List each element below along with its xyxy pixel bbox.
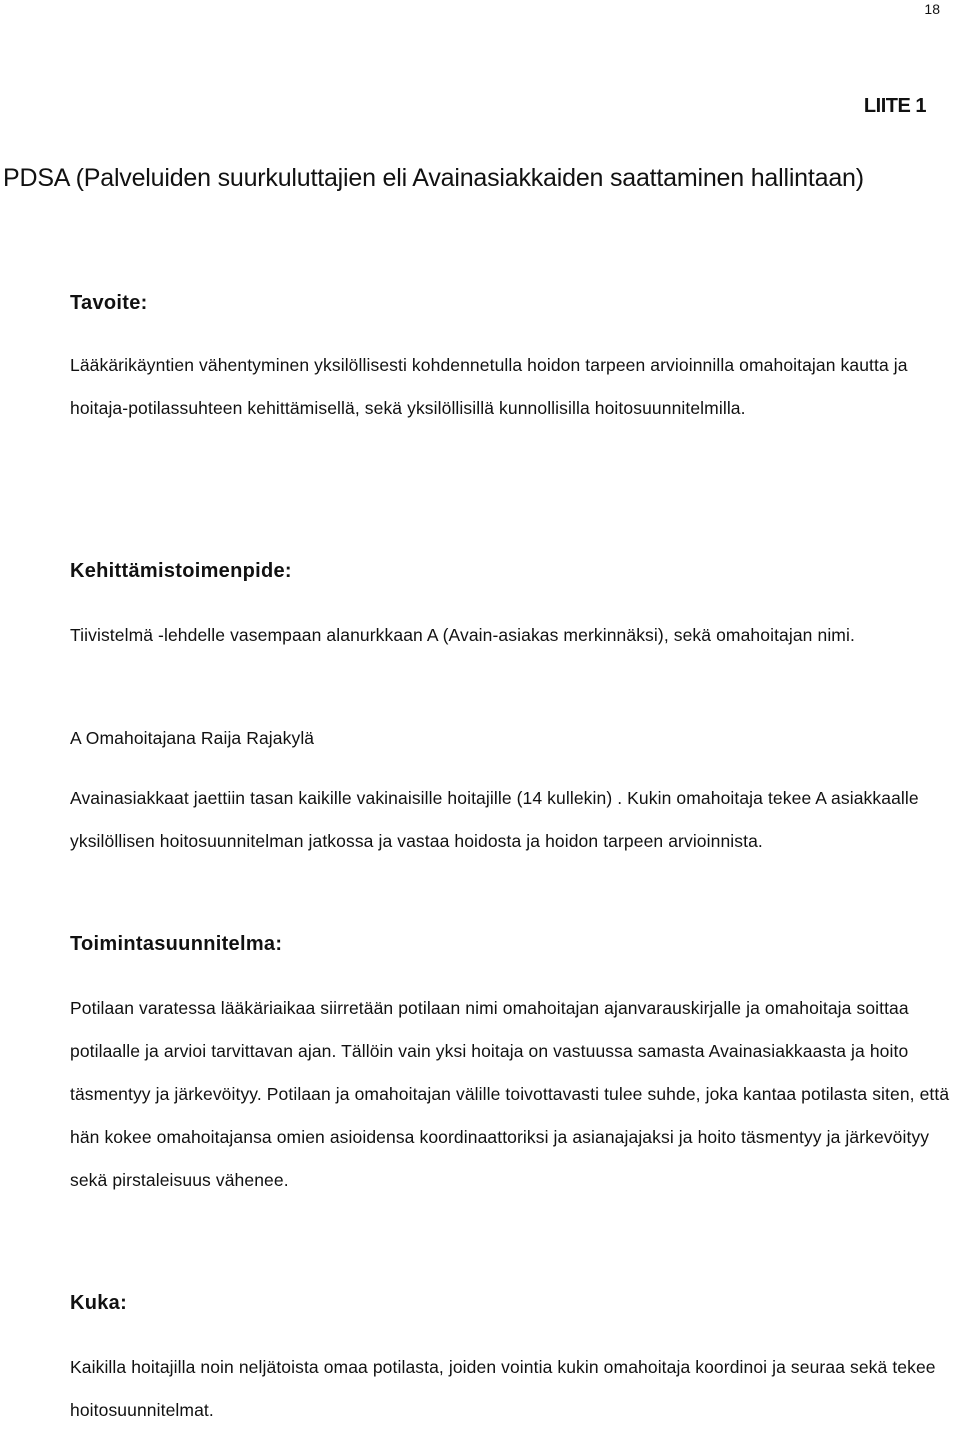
development-example [70,717,950,760]
who-heading: Kuka: [70,1292,128,1314]
goal-text: Lääkärikäyntien vähentyminen yksilöllisesti kohdennetulla hoidon tarpeen arvioinnilla omahoitajan kautta ja hoitaja-potilassuhteen kehittämisellä, sekä yksilöllisillä kunnollisilla hoitosuunnitelmilla. [70,355,908,418]
who-body [70,1346,950,1432]
goal-body [70,344,950,430]
who-section [70,1290,950,1316]
appendix-label: LIITE 1 [863,95,926,117]
development-body [70,614,950,657]
development-heading: Kehittämistoimenpide: [70,560,292,582]
development-text: Tiivistelmä -lehdelle vasempaan alanurkkaan A (Avain-asiakas merkinnäksi), sekä omahoitajan nimi. [70,625,855,645]
example-text: A Omahoitajana Raija Rajakylä [70,728,315,748]
action-plan-heading: Toimintasuunnitelma: [70,933,283,955]
action-plan-body [70,987,950,1202]
development-section [70,558,950,584]
who-text: Kaikilla hoitajilla noin neljätoista omaa potilasta, joiden vointia kukin omahoitaja koordinoi ja seuraa sekä tekee hoitosuunnitelmat. [70,1357,936,1420]
action-plan-text: Potilaan varatessa lääkäriaikaa siirretään potilaan nimi omahoitajan ajanvarauskirjalle ja omahoitaja soittaa potilaalle ja arvioi tarvittavan ajan. Tällöin vain yksi hoitaja on vastuussa samasta Avainasiakkaasta ja hoito täsmentyy ja järkevöityy. Potilaan ja omahoitajan välille toivottavasti tulee suhde, joka kantaa potilasta siten, että hän kokee omahoitajansa omien asioidensa koordinaattoriksi ja asianajajaksi ja hoito täsmentyy ja järkevöityy sekä pirstaleisuus vähenee. [70,998,950,1190]
goal-heading: Tavoite: [70,292,148,314]
development-distribution [70,777,950,863]
action-plan-section [70,931,950,957]
goal-section [70,290,950,316]
document-title: PDSA (Palveluiden suurkuluttajien eli Avainasiakkaiden saattaminen hallintaan) [3,164,864,192]
page-number: 18 [924,1,940,17]
distribution-text: Avainasiakkaat jaettiin tasan kaikille vakinaisille hoitajille (14 kullekin) . Kukin omahoitaja tekee A asiakkaalle yksilöllisen hoitosuunnitelman jatkossa ja vastaa hoidosta ja hoidon tarpeen arvioinnista. [70,788,919,851]
